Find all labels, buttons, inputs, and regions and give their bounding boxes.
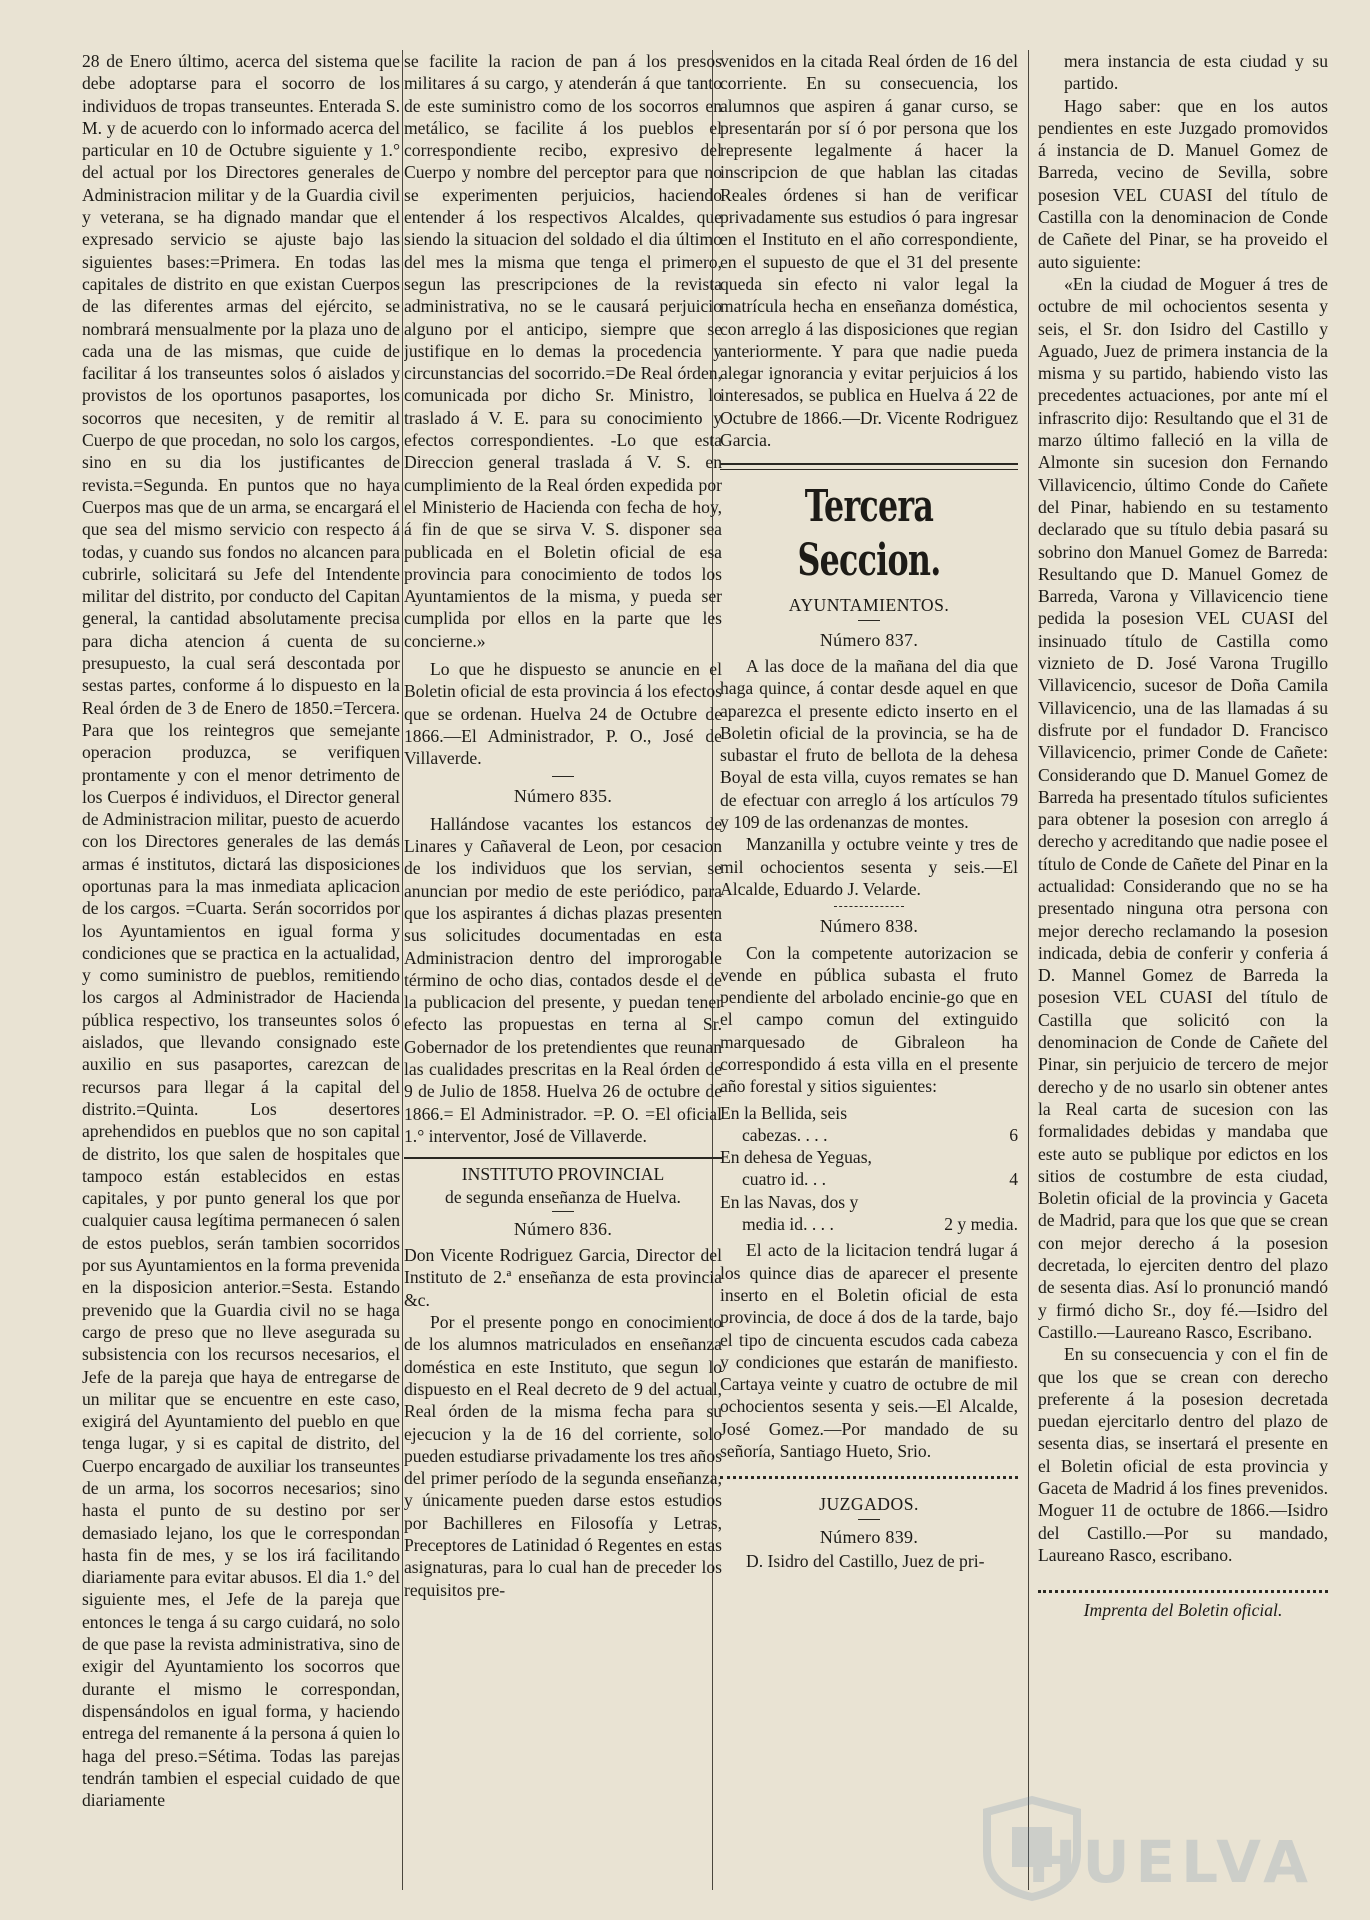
- arbolado-auction-notice: Con la competente autorizacion se vende en pública subasta el fruto pendiente del arbolado encinie-go que en el campo comun del extinguido marquesado de Gibraleon ha correspondido á esta villa en el presente año forestal y sitios siguientes:: [720, 942, 1018, 1097]
- separator: [858, 620, 880, 621]
- manzanilla-signature: Manzanilla y octubre veinte y tres de mil ochocientos sesenta y seis.—El Alcalde, Eduardo J. Velarde.: [720, 834, 1018, 899]
- separator: [834, 906, 904, 907]
- notice-number-836: Número 836.: [513, 1218, 613, 1239]
- section-title: Tercera Seccion.: [797, 481, 941, 587]
- circular-text: 28 de Enero último, acerca del sistema que debe adoptarse para el socorro de los individuos de tropas transeuntes. Enterada S. M. y de acuerdo con lo informado acerca del particular en 10 de Octubre siguiente y 1.° del actual por los Directores generales de Administracion militar y de la Guardia civil y veterana, se ha dignado mandar que el expresado servicio se ajuste bajo las siguientes bases:=Primera. En todas las capitales de distrito en que existan Cuerpos de las diferentes armas del ejército, se nombrará mensualmente por la plaza uno de cada una de las mismas, que cuide de facilitar á los transeuntes solos ó aislados y provistos de los oportunos pasaportes, los socorros que necesiten, y de remitir al Cuerpo de que procedan, no solo los cargos, sino en su dia los justificantes de revista.=Segunda. En puntos que no haya Cuerpos mas que de un arma, se encargará el que sea del mismo servicio con respecto á todas, y cuando sus fondos no alcancen para cubrirle, solicitará su Jefe del Intendente militar del distrito, por conducto del Capitan general, la cantidad absolutamente precisa para dicha atencion á cuenta de su presupuesto, la cual será descontada por sestas partes, conforme á lo dispuesto en la Real órden de 3 de Enero de 1850.=Tercera. Para que los reintegros que semejante operacion produzca, se verifiquen prontamente y con el menor detrimento de los Cuerpos é individuos, el Director general de Administracion militar, puesto de acuerdo con los Directores generales de las demás armas é institutos, dictará las disposiciones oportunas para la mas inmediata aplicacion de los cargos. =Cuarta. Serán socorridos por los Ayuntamientos en igual forma y condiciones que se practica en la actualidad, y como suministro de pueblos, remitiendo los cargos al Administrador de Hacienda pública respectivo, los transeuntes solos ó aislados, que llevando consignado este auxilio en sus pasaportes, carezcan de recursos para llegar á la capital del distrito.=Quinta. Los desertores aprehendidos en pueblos que no son capital de distrito, los que salen de hospitales que tampoco están establecidos en estas capitales, y por punto general los que por cualquier causa legítima permanecen ó salen de estos pueblos, serán tambien socorridos por sus Ayuntamientos en la forma prevenida en la disposicion anterior.=Sesta. Estando prevenido que la Guardia civil no se haga cargo de preso que no lleve asegurada su subsistencia con los recursos necesarios, el Jefe de la pareja que haya de entregarse de un militar que se encuentre en este caso, exigirá del Ayuntamiento del pueblo en que tenga lugar, y si es capital de distrito, del Cuerpo encargado de auxiliar los transeuntes de un arma, los socorros necesarios; sino hasta el punto de su destino por ser demasiado lejano, los que le correspondan hasta fin de mes, y se los irá facilitando diariamente para evitar abusos. El dia 1.° del siguiente mes, el Jefe de la pareja que entonces le tenga á su cargo cuidará, no solo de que pase la revista administrativa, sino de exigir del Ayuntamiento los socorros que durante el mismo le correspondan, dispensándolos en igual forma, y haciendo entrega del remanente á la persona á quien lo haga del preso.=Sétima. Todas las parejas tendrán tambien el especial cuidado de que diariamente: [82, 51, 400, 1811]
- imprint-line: Imprenta del Boletin oficial.: [1083, 1600, 1283, 1621]
- licitacion-notice: El acto de la licitacion tendrá lugar á los quince dias de aparecer el presente inserto en el Boletin oficial de esta provincia, de doce á dos de la tarde, bajo el tipo de cincuenta escudos cada cabeza y condiciones que estarán de manifiesto. Cartaya veinte y cuatro de octubre de mil ochocientos sesenta y seis.—El Alcalde, José Gomez.—Por mandado de su señoría, Santiago Hueto, Srio.: [720, 1240, 1018, 1462]
- column-2: [404, 50, 722, 1900]
- circular-text-continued: se facilite la racion de pan á los presos militares á su cargo, y atenderán á que tanto de este suministro como de los socorros en metálico, se facilite á los pueblos el correspondiente recibo, expresivo del Cuerpo y nombre del perceptor para que no se experimenten perjuicios, haciendo entender á los respectivos Alcaldes, que siendo la situacion del soldado el dia último del mes la misma que tenga el primero, segun las prescripciones de la revista administrativa, no se le causará perjuicio alguno por el anticipo, siempre que se justifique en lo demas la procedencia y circunstancias del socorrido.=De Real órden, comunicada por dicho Sr. Ministro, lo traslado á V. E. para su conocimiento y efectos correspondientes. -Lo que esta Direccion general traslada á V. S. en cumplimiento de la Real órden expedida por el Ministerio de Hacienda con fecha de hoy, á fin de que se sirva V. S. disponer sea publicada en el Boletin oficial de esa provincia para conocimiento de todos los Ayuntamientos de la misma, y pueda ser cumplida por ellos en la parte que les concierne.»: [404, 51, 722, 651]
- separator: [858, 1519, 880, 1520]
- notice-number-835: Número 835.: [513, 785, 613, 806]
- column-divider: [1028, 50, 1029, 1890]
- institute-subheading: de segunda enseñanza de Huelva.: [445, 1186, 681, 1207]
- list-item: cuatro id. . . 4: [742, 1169, 1018, 1190]
- column-1: [82, 50, 400, 1900]
- notice-number-837: Número 837.: [819, 629, 919, 650]
- column-3: [720, 50, 1018, 1900]
- separator: [552, 1211, 574, 1212]
- list-item: En dehesa de Yeguas,: [720, 1147, 872, 1168]
- column-4: [1038, 50, 1328, 1900]
- section-rule: [720, 1476, 1018, 1479]
- auto-text: «En la ciudad de Moguer á tres de octubre de mil ochocientos sesenta y seis, el Sr. don Isidro del Castillo y Aguado, Juez de primera instancia de la misma y su partido, habiendo visto las precedentes actuaciones, por ante mí el infrascrito dijo: Resultando que el 31 de marzo último falleció en la villa de Almonte sin sucesion don Fernando Villavicencio, último Conde do Cañete del Pinar, habiendo en su testamento declarado que su título debia pasará su sobrino don Manuel Gomez de Barreda: Resultando que D. Manuel Gomez de Barreda, Varona y Villavicencio tiene pedida la posesion VEL CUASI del insinuado título de Castilla como viznieto de D. José Varona Trugillo Villavicencio, sucesor de Doña Camila Villavicencio, una de las llamadas á su disfrute por el fundador D. Francisco Villavicencio, primer Conde de Cañete: Considerando que D. Manuel Gomez de Barreda ha presentado títulos suficientes para obtener la posesion con arreglo á derecho y acreditando que nadie posee el título de Conde de Cañete del Pinar en la actualidad: Considerando que no se ha presentado ninguna otra persona con mejor derecho reclamando la posesion indicada, debia de conferir y conferia á D. Mannel Gomez de Barreda la posesion VEL CUASI del título de Castilla que solicitó con la denominacion de Conde de Cañete del Pinar, sin perjuicio de tercero de mejor derecho y de no usarlo sin obtener antes la Real carta de sucesion con las formalidades debidas y mandaba que este auto se publique por edictos en los sitios de costumbre de esta ciudad, Boletin oficial de la provincia y Gaceta de Madrid, para que los que que se crean con mejor derecho á la posesion decretada, lo ejerciten dentro del plazo de sesenta dias. Así lo pronunció mandó y firmó dicho Sr., doy fé.—Isidro del Castillo.—Laureano Rasco, Escribano.: [1038, 273, 1328, 1342]
- section-rule: [720, 463, 1018, 470]
- bellota-auction-notice: A las doce de la mañana del dia que haga quince, á contar desde aquel en que aparezca el presente edicto inserto en el Boletin oficial de la provincia, se ha de subastar el fruto de bellota de la dehesa Boyal de esta villa, cuyos remates se han de efectuar con arreglo á los artículos 79 y 109 de las ordenanzas de montes.: [720, 655, 1018, 833]
- hago-saber-paragraph: Hago saber: que en los autos pendientes en este Juzgado promovidos á instancia de D. Manuel Gomez de Barreda, vecino de Sevilla, sobre posesion VEL CUASI del título de Castilla con la denominacion de Conde de Cañete del Pinar, se ha proveido el auto siguiente:: [1038, 95, 1328, 272]
- enrollment-notice: Por el presente pongo en conocimiento de los alumnos matriculados en enseñanza doméstica en este Instituto, que segun lo dispuesto en el Real decreto de 9 del actual, Real órden de la misma fecha para su ejecucion y la de 16 del corriente, solo pueden estudiarse privadamente los tres años del primer período de la segunda enseñanza, y únicamente pueden darse estos estudios por Bachilleres en Filosofía y Letras, Preceptores de Latinidad ó Regentes en estas asignaturas, para lo cual han de preceder los requisitos pre-: [404, 1312, 722, 1600]
- sites-list: [720, 1102, 1018, 1236]
- juzgado-intro-continued: mera instancia de esta ciudad y su partido.: [1064, 51, 1328, 94]
- director-intro: Don Vicente Rodriguez Garcia, Director del Instituto de 2.ª enseñanza de esta provincia &c.: [404, 1245, 722, 1310]
- juzgado-intro: D. Isidro del Castillo, Juez de pri-: [746, 1550, 985, 1571]
- enrollment-notice-continued: venidos en la citada Real órden de 16 del corriente. En su consecuencia, los alumnos que aspiren á ganar curso, se presentarán por sí ó por persona que los represente legalmente á hacer la inscripcion de que hablan las citadas Reales órdenes si han de verificar privadamente sus estudios ó para ingresar en el Instituto en el año correspondiente, en el supuesto de que el 31 del presente queda sin efecto ni valor legal la matrícula hecha en enseñanza doméstica, con arreglo á las disposiciones que regian anteriormente. Y para que nadie pueda alegar ignorancia y evitar perjuicios á los interesados, se publica en Huelva á 22 de Octubre de 1866.—Dr. Vicente Rodriguez Garcia.: [720, 51, 1018, 451]
- section-rule: [404, 1157, 722, 1159]
- notice-number-839: Número 839.: [819, 1526, 919, 1547]
- institute-heading: INSTITUTO PROVINCIAL: [461, 1164, 665, 1185]
- column-divider: [402, 50, 403, 1890]
- consecuencia-paragraph: En su consecuencia y con el fin de que los que se crean con derecho preferente á la posesion decretada puedan ejercitarlo dentro del plazo de sesenta dias, se insertará el presente en el Boletin oficial de esta provincia y Gaceta de Madrid á los fines prevenidos. Moguer 11 de octubre de 1866.—Isidro del Castillo.—Por su mandado, Laureano Rasco, escribano.: [1038, 1344, 1328, 1565]
- list-item: En la Bellida, seis: [720, 1102, 848, 1123]
- list-item: cabezas. . . . 6: [742, 1124, 1018, 1145]
- notice-number-838: Número 838.: [819, 916, 919, 937]
- stamp-text: HUELVA: [1027, 1828, 1314, 1896]
- list-item: En las Navas, dos y: [720, 1191, 859, 1212]
- separator: [552, 776, 574, 777]
- announcement-paragraph: Lo que he dispuesto se anuncie en el Boletin oficial de esta provincia á los efectos que se ordenan. Huelva 24 de Octubre de 1866.—El Administrador, P. O., José de Villaverde.: [404, 659, 722, 769]
- section-rule: [1038, 1590, 1328, 1593]
- juzgados-heading: JUZGADOS.: [819, 1494, 919, 1515]
- list-item: media id. . . . 2 y media.: [742, 1214, 1018, 1235]
- estancos-vacancy-notice: Hallándose vacantes los estancos de Linares y Cañaveral de Leon, por cesacion de los individuos que los servian, se anuncian por medio de este periódico, para que los aspirantes á dichas plazas presenten sus solicitudes documentadas en esta Administracion dentro del improrogable término de ocho dias, contados desde el de la publicacion del presente, y puedan tener efecto las propuestas en terna al Sr. Gobernador de los pretendientes que reunan las cualidades prescritas en la Real órden de 9 de Julio de 1858. Huelva 26 de octubre de 1866.= El Administrador. =P. O. =El oficial 1.° interventor, José de Villaverde.: [404, 813, 722, 1146]
- ayuntamientos-heading: AYUNTAMIENTOS.: [788, 595, 950, 616]
